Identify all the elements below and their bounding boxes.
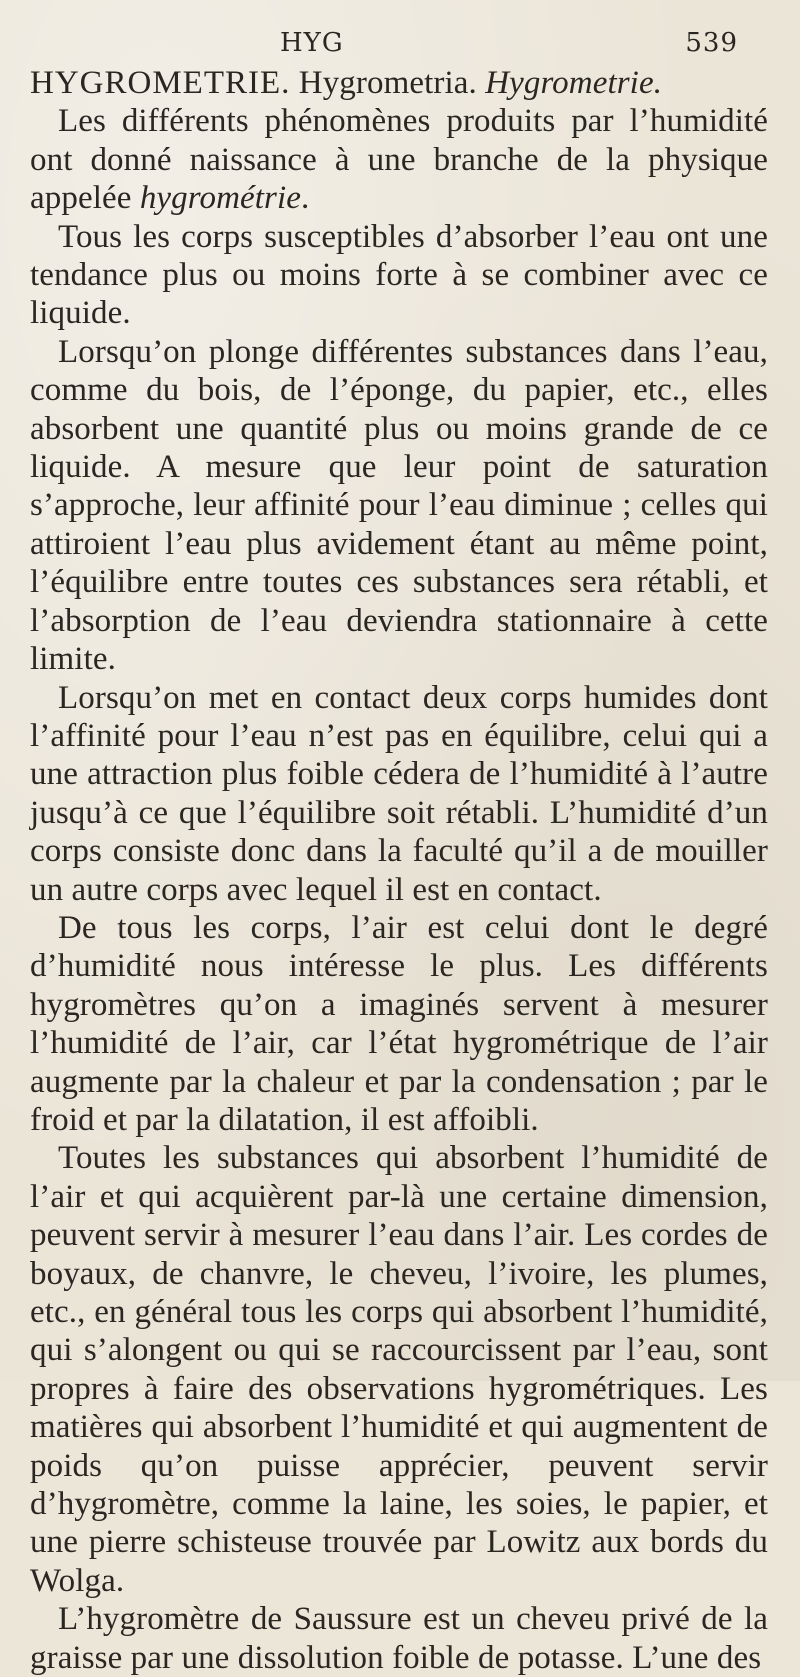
paragraph-3: Lorsqu’on plonge différentes substances dans l’eau, comme du bois, de l’éponge, du papier, etc., elles absorbent une quantité plus ou moins grande de ce liquide. A mesure que leur point de saturation s’approche, leur affinité pour l’eau diminue ; celles qui attiroient l’eau plus avidement étant au même point, l’équilibre entre toutes ces substances sera rétabli, et l’absorption de l’eau deviendra stationnaire à cette limite. (30, 333, 768, 678)
running-head-title: HYG (280, 28, 344, 58)
paragraph-1 (30, 102, 768, 217)
page-number: 539 (685, 28, 738, 58)
entry-heading-line (30, 64, 768, 102)
paragraph-6: Toutes les substances qui absorbent l’humidité de l’air et qui acquièrent par-là une certaine dimension, peuvent servir à mesurer l’eau dans l’air. Les cordes de boyaux, de chanvre, le cheveu, l’ivoire, les plumes, etc., en général tous les corps qui absorbent l’humidité, qui s’alongent ou qui se raccourcissent par l’eau, sont propres à faire des observations hygrométriques. Les matières qui absorbent l’humidité et qui augmentent de poids qu’on puisse apprécier, peuvent servir d’hygromètre, comme la laine, les soies, le papier, et une pierre schisteuse trouvée par Lowitz aux bords du Wolga. (30, 1140, 768, 1599)
article-body (30, 64, 768, 1677)
paragraph-5: De tous les corps, l’air est celui dont le degré d’humidité nous intéresse le plus. Les différents hygromètres qu’on a imaginés servent à mesurer l’humidité de l’air, car l’état hygrométrique de l’air augmente par la chaleur et par la condensation ; par le froid et par la dilatation, il est affoibli. (30, 909, 768, 1138)
paragraph-1-end: . (300, 180, 310, 217)
paragraph-2: Tous les corps susceptibles d’absorber l’eau ont une tendance plus ou moins forte à se combiner avec ce liquide. (30, 218, 768, 332)
paragraph-7: L’hygromètre de Saussure est un cheveu privé de la graisse par une dissolution foible de potasse. L’une des (30, 1601, 768, 1676)
paragraph-1-term: hygrométrie (139, 180, 301, 217)
paragraph-1-text: Les différents phénomènes produits par l’humidité ont donné naissance à une branche de la physique appelée (30, 103, 768, 217)
running-head (30, 28, 768, 64)
entry-headword: HYGROMETRIE. (30, 65, 291, 101)
entry-german-term: Hygrometrie. (485, 65, 663, 101)
entry-latin-term: Hygrometria. (298, 65, 477, 101)
paragraph-4: Lorsqu’on met en contact deux corps humides dont l’affinité pour l’eau n’est pas en équilibre, celui qui a une attraction plus foible cédera de l’humidité à l’autre jusqu’à ce que l’équilibre soit rétabli. L’humidité d’un corps consiste donc dans la faculté qu’il a de mouiller un autre corps avec lequel il est en contact. (30, 679, 768, 908)
